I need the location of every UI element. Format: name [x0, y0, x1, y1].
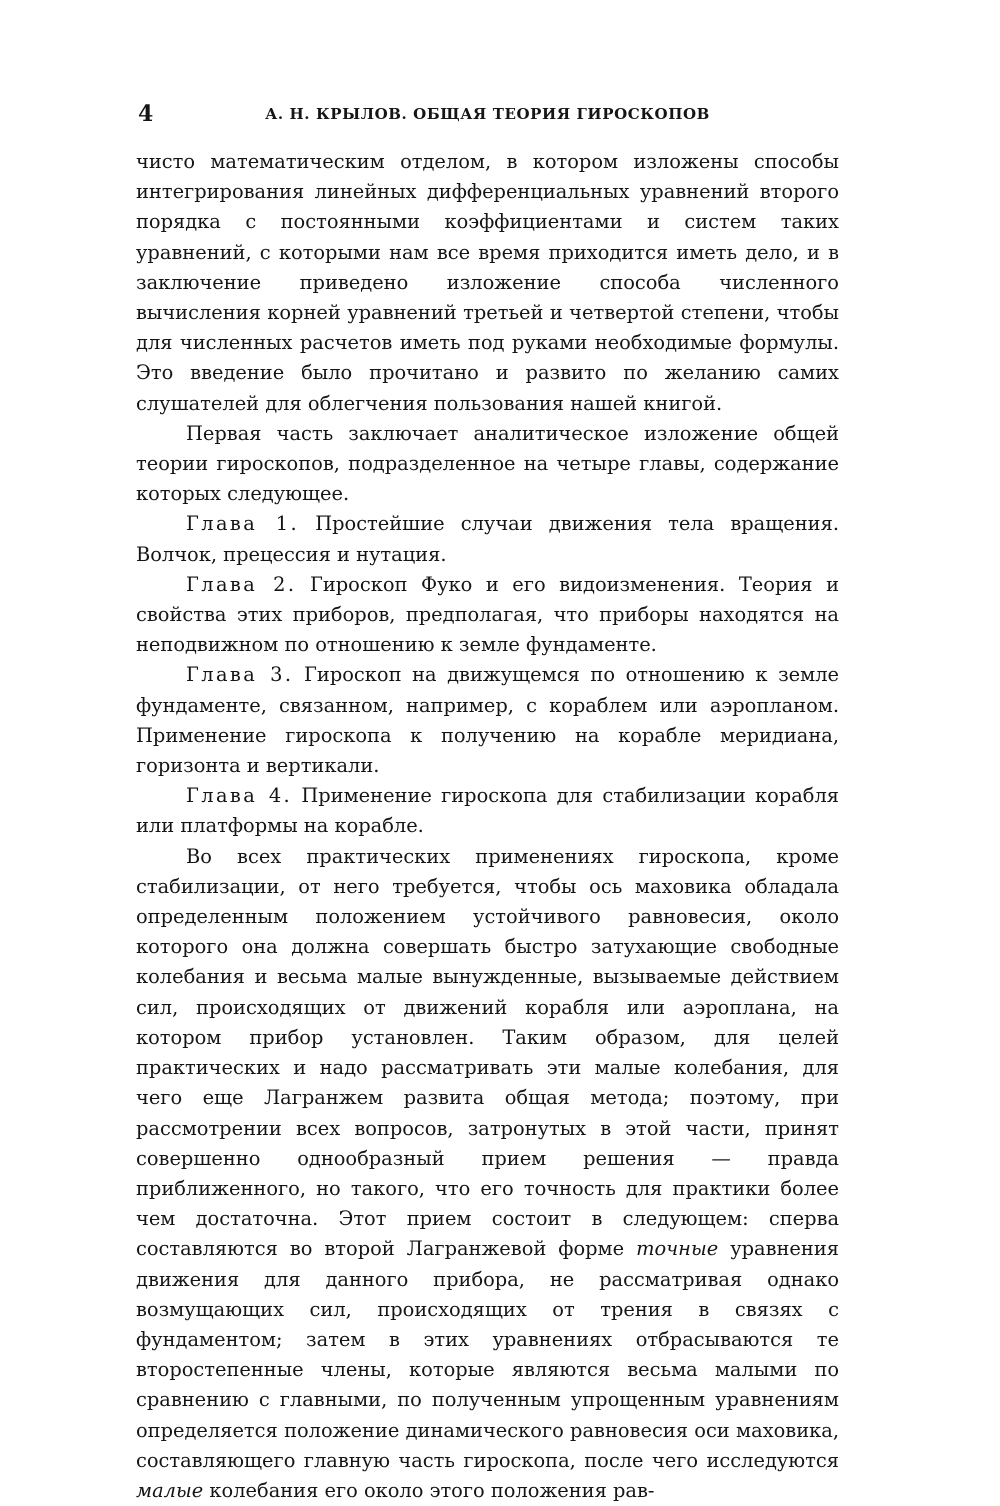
chapter-label: Глава 1. [186, 512, 300, 536]
chapter-label: Глава 4. [186, 784, 293, 808]
page-number: 4 [138, 101, 154, 127]
paragraph-text: Применение гироскопа для стабилизации корабля или платформы на корабле. [136, 784, 840, 838]
paragraph-part-one [136, 419, 839, 510]
paragraph-text: Простейшие случаи движения тела вращения. Волчок, прецессия и нутация. [136, 512, 839, 566]
paragraph-text: чисто математическим отделом, в котором изложены способы интегрирования линейных дифференциальных уравнений второго порядка с постоянными коэффициентами и систем таких уравнений, с которыми нам все время приходится иметь дело, и в заключение приведено изложение способа численного вычисления корней уравнений третьей и четвертой степени, чтобы для численных расчетов иметь под руками необходимые формулы. Это введение было прочитано и развито по желанию самих слушателей для облегчения пользования нашей книгой. [136, 150, 839, 415]
paragraph-text: уравнения движения для данного прибора, не рассматривая однако возмущающих сил, происходящих от трения в связях с фундаментом; затем в этих уравнениях отбрасываются те второстепенные члены, которые являются весьма малыми по сравнению с главными, по полученным упрощенным уравнениям определяется положение динамического равновесия оси маховика, составляющего главную часть гироскопа, после чего исследуются [136, 1237, 839, 1472]
paragraph-chapter-4 [136, 781, 839, 841]
paragraph-chapter-1 [136, 509, 839, 569]
paragraph-chapter-3 [136, 660, 839, 781]
emphasis-small: малые [136, 1478, 204, 1502]
paragraph-chapter-2 [136, 570, 839, 661]
paragraph-practical-applications [136, 842, 839, 1506]
emphasis-exact: точные [636, 1237, 719, 1261]
chapter-label: Глава 3. [186, 663, 294, 687]
running-head: А. Н. КРЫЛОВ. ОБЩАЯ ТЕОРИЯ ГИРОСКОПОВ [265, 105, 710, 123]
paragraph-text: Во всех практических применениях гироскопа, кроме стабилизации, от него требуется, чтобы ось маховика обладала определенным положением устойчивого равновесия, около которого она должна совершать быстро затухающие свободные колебания и весьма малые вынужденные, вызываемые действием сил, происходящих от движений корабля или аэроплана, на котором прибор установлен. Таким образом, для целей практических и надо рассматривать эти малые колебания, для чего еще Лагранжем развита общая метода; поэтому, при рассмотрении всех вопросов, затронутых в этой части, принят совершенно однообразный прием решения — правда приближенного, но такого, что его точность для практики более чем достаточна. Этот прием состоит в следующем: сперва составляются во второй Лагранжевой форме [136, 844, 839, 1261]
paragraph-text: Гироскоп Фуко и его видоизменения. Теория и свойства этих приборов, предполагая, что приборы находятся на неподвижном по отношению к земле фундаменте. [136, 572, 839, 657]
body-text [136, 147, 839, 1506]
paragraph-text: колебания его около этого положения рав- [203, 1478, 655, 1502]
paragraph-text: Гироскоп на движущемся по отношению к земле фундаменте, связанном, например, с кораблем или аэропланом. Применение гироскопа к получению на корабле меридиана, горизонта и вертикали. [136, 663, 840, 778]
page-header [136, 100, 839, 134]
paragraph-text: Первая часть заключает аналитическое изложение общей теории гироскопов, подразделенное на четыре главы, содержание которых следующее. [136, 421, 839, 506]
paragraph-intro-continuation [136, 147, 839, 419]
chapter-label: Глава 2. [186, 572, 297, 596]
